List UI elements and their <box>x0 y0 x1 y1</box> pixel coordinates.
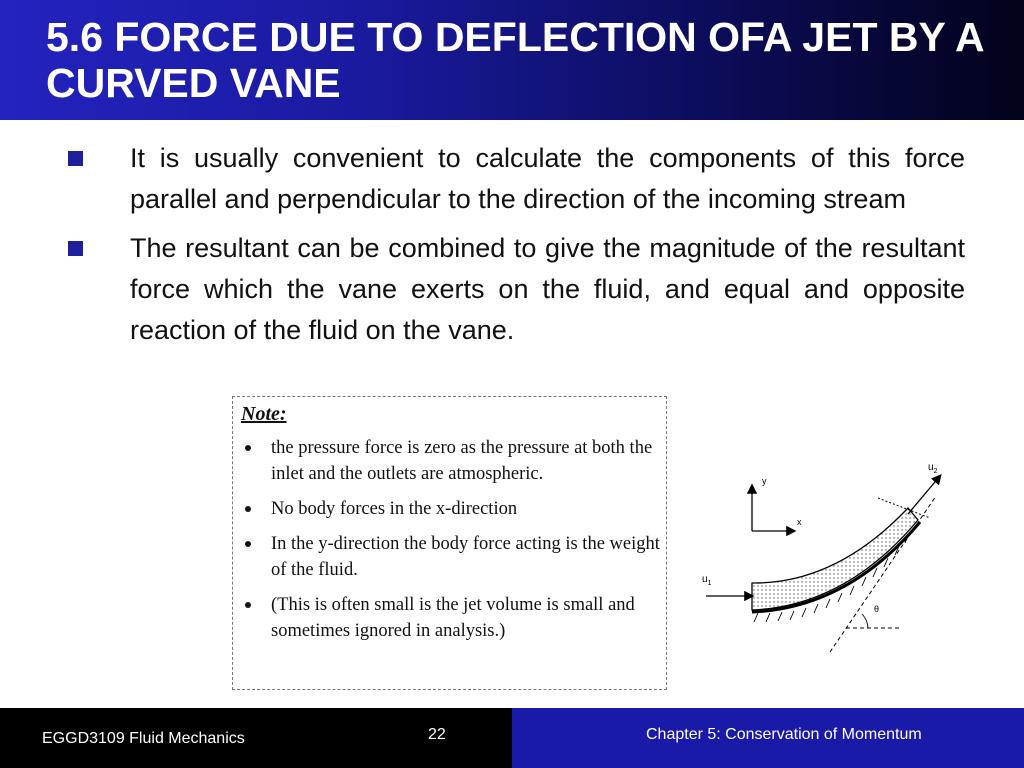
note-text: No body forces in the x-direction <box>271 499 518 519</box>
inlet-velocity-label: $u_1$ <box>702 574 712 587</box>
axis-y-label: y <box>762 476 767 486</box>
note-heading: Note: <box>241 403 287 425</box>
slide-title: 5.6 FORCE DUE TO DEFLECTION OFA JET BY A CURVED VANE <box>46 14 984 106</box>
axis-x-label: x <box>797 517 802 527</box>
dot-bullet-icon <box>245 445 251 451</box>
axes-icon <box>752 476 802 531</box>
square-bullet-icon <box>68 151 83 166</box>
note-text: the pressure force is zero as the pressure at both the inlet and the outlets are atmospheric. <box>271 438 653 484</box>
dot-bullet-icon <box>245 602 251 608</box>
dot-bullet-icon <box>245 506 251 512</box>
footer-chapter: Chapter 5: Conservation of Momentum <box>646 726 922 743</box>
note-item <box>239 592 664 644</box>
footer-course: EGGD3109 Fluid Mechanics <box>42 730 245 747</box>
angle-arc <box>862 614 868 628</box>
dot-bullet-icon <box>245 541 251 547</box>
note-list <box>239 435 664 653</box>
bullet-text: The resultant can be combined to give the magnitude of the resultant force which the vane exerts on the fluid, and equal and opposite reaction of the fluid on the vane. <box>130 233 965 345</box>
bullet-item <box>60 228 965 351</box>
curved-vane-diagram <box>696 456 958 660</box>
note-item <box>239 496 664 522</box>
note-item <box>239 531 664 583</box>
bullet-list <box>60 138 965 359</box>
bullet-text: It is usually convenient to calculate the components of this force parallel and perpendicular to the direction of the incoming stream <box>130 143 965 214</box>
outlet-arrow <box>908 476 940 514</box>
page-number: 22 <box>428 726 446 743</box>
square-bullet-icon <box>68 241 83 256</box>
angle-label: θ <box>874 604 880 614</box>
note-box <box>232 396 667 690</box>
outlet-velocity-label: $u_2$ <box>928 462 938 475</box>
note-text: In the y-direction the body force acting is the weight of the fluid. <box>271 534 660 580</box>
note-item <box>239 435 664 487</box>
bullet-item <box>60 138 965 220</box>
note-text: (This is often small is the jet volume is small and sometimes ignored in analysis.) <box>271 595 635 641</box>
